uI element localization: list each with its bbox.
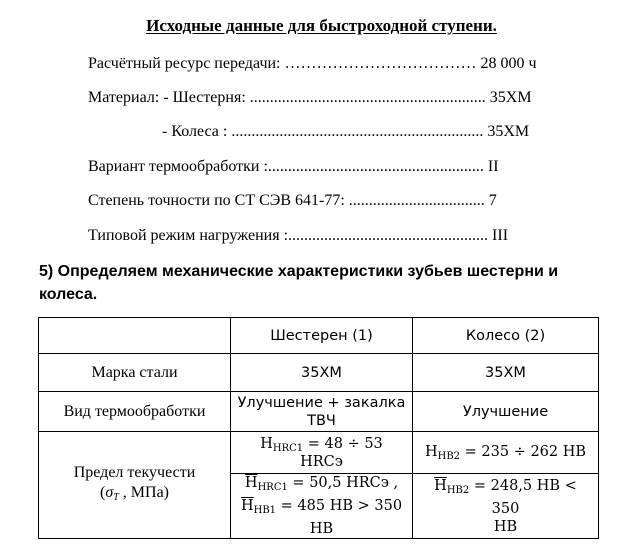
formula-subscript: HB2 <box>437 450 461 462</box>
param-accuracy <box>88 192 497 210</box>
param-label: Типовой режим нагружения : <box>88 227 289 244</box>
table-header-row <box>39 318 599 354</box>
section-title: 5) Определяем механические характеристики зубьев шестерни и колеса. <box>39 263 559 303</box>
row-label: Марка стали <box>39 354 231 392</box>
formula-subscript: HB1 <box>253 505 277 516</box>
unit-label: , МПа) <box>118 483 169 501</box>
param-dots: .................................. <box>348 192 485 209</box>
table-cell <box>231 474 413 539</box>
row-label: Вид термообработки <box>39 392 231 432</box>
param-dots: ...................................................... <box>267 158 484 175</box>
formula-symbol: $\overline{H}$ <box>240 498 254 514</box>
param-heat-variant <box>88 158 499 176</box>
formula-symbol: H <box>260 435 273 452</box>
param-value: 35ХМ <box>485 89 532 106</box>
table-row <box>39 354 599 392</box>
formula-value: = 235 ÷ 262 HB <box>460 443 587 460</box>
row-label-line: ($\sigma_T$ , МПа) <box>100 483 169 503</box>
formula-line: HB <box>309 521 334 537</box>
param-value: 28 000 ч <box>476 55 537 72</box>
table-cell: Улучшение <box>413 392 599 432</box>
table-header-cell: Колесо (2) <box>413 318 599 354</box>
param-dots: .................................................. <box>288 227 489 244</box>
param-dots: ............................................................... <box>231 123 484 140</box>
formula-value: = 248,5 HB < 350 <box>469 477 577 517</box>
param-material-wheel <box>162 123 529 141</box>
formula-symbol: H <box>424 443 438 460</box>
formula-line <box>237 497 406 520</box>
cell-line: ТВЧ <box>307 412 336 429</box>
formula-value: = 50,5 HRCэ , <box>287 475 399 491</box>
formula-symbol: $\overline{H}$ <box>244 475 258 491</box>
formula-subscript: HRC1 <box>272 442 304 454</box>
row-label-line: Предел текучести <box>73 463 196 481</box>
formula-subscript: HB2 <box>446 484 470 496</box>
table-cell <box>413 432 599 474</box>
formula-line <box>237 474 406 497</box>
formula-subscript: HRC1 <box>257 482 288 493</box>
table-cell: 35ХМ <box>231 354 413 392</box>
row-label <box>39 432 231 539</box>
table-cell <box>231 432 413 474</box>
param-label: Материал: - Шестерня: <box>88 89 250 106</box>
param-label: Вариант термообработки : <box>88 158 268 175</box>
formula-value: = 485 HB > 350 <box>276 498 403 514</box>
param-value: 7 <box>484 192 497 209</box>
mechanical-properties-table <box>38 317 599 539</box>
param-material-pinion <box>88 89 532 107</box>
table-cell <box>231 392 413 432</box>
table-header-cell <box>39 318 231 354</box>
param-label: Степень точности по СТ СЭВ 641-77: <box>88 192 349 209</box>
sigma-subscript: T <box>113 491 119 503</box>
formula-line: HB <box>493 518 518 535</box>
param-value: III <box>488 227 509 244</box>
table-cell: 35ХМ <box>413 354 599 392</box>
param-dots: ……………………………… <box>284 55 477 72</box>
table-row <box>39 432 599 474</box>
param-value: 35ХМ <box>483 123 530 140</box>
param-load-mode <box>88 227 508 245</box>
page-heading: Исходные данные для быстроходной ступени. <box>146 16 497 35</box>
formula-value: = 48 ÷ 53 HRCэ <box>300 435 383 470</box>
formula-symbol: $\overline{H}$ <box>434 477 447 494</box>
formula-line <box>419 477 592 518</box>
table-row <box>39 392 599 432</box>
table-cell <box>413 474 599 539</box>
param-value: II <box>483 158 499 175</box>
param-label: - Колеса : <box>162 123 232 140</box>
table-header-cell: Шестерен (1) <box>231 318 413 354</box>
param-label: Расчётный ресурс передачи: <box>88 55 285 72</box>
param-dots: ........................................................... <box>249 89 486 106</box>
param-resource <box>88 55 537 73</box>
sigma-symbol: σ <box>105 483 114 501</box>
cell-line: Улучшение + закалка <box>237 394 406 411</box>
